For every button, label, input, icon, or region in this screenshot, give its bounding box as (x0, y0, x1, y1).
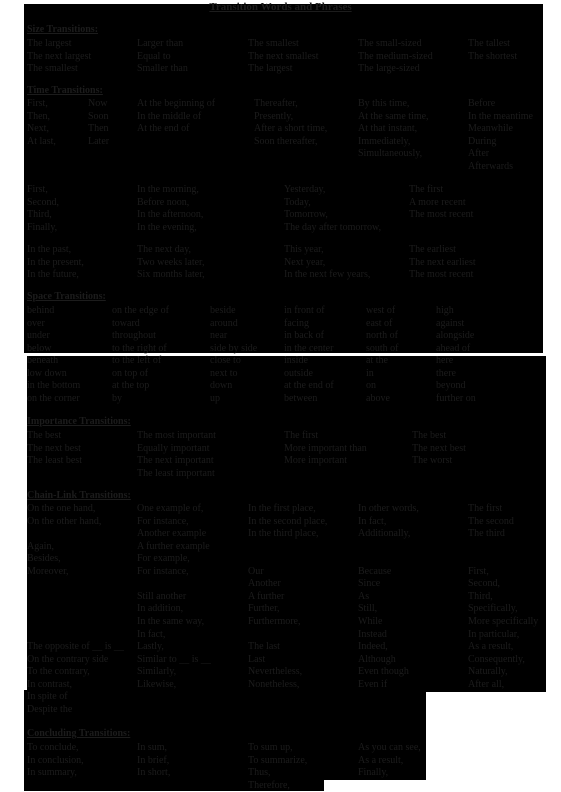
transition-phrase: Therefore, (248, 779, 290, 791)
transition-phrase: on the corner (27, 392, 80, 404)
section-heading: Space Transitions: (27, 291, 106, 302)
transition-phrase: In the third place, (248, 528, 319, 540)
transition-phrase: A more recent (409, 196, 466, 208)
transition-phrase: The last (248, 641, 280, 652)
transition-phrase: Yesterday, (284, 184, 326, 195)
transition-phrase: The shortest (468, 50, 518, 62)
transition-phrase: To sum up, (248, 742, 293, 753)
transition-phrase: Additionally, (358, 528, 411, 540)
transition-phrase: facing (284, 317, 309, 329)
transition-phrase: Tomorrow, (284, 209, 328, 221)
transition-phrase: throughout (112, 330, 156, 342)
transition-phrase: Third, (27, 209, 52, 221)
transition-phrase: Furthermore, (248, 616, 301, 627)
transition-phrase: While (358, 616, 383, 627)
transition-phrase: up (210, 392, 220, 404)
transition-phrase: On the contrary side (27, 653, 109, 665)
transition-phrase: The least best (27, 455, 82, 467)
transition-phrase: A further (248, 590, 285, 602)
transition-phrase: In the first place, (248, 503, 316, 514)
transition-phrase: in front of (284, 305, 325, 316)
transition-phrase: Finally, (27, 221, 58, 233)
transition-phrase: The opposite of __ is __ (27, 641, 124, 652)
transition-phrase: The best (27, 430, 62, 441)
transition-phrase: beyond (436, 380, 466, 392)
transition-phrase: In short, (137, 767, 171, 779)
transition-phrase: Next, (27, 123, 49, 135)
transition-phrase: between (284, 392, 318, 404)
transition-phrase: toward (112, 317, 140, 329)
transition-phrase: By this time, (358, 98, 410, 109)
transition-phrase: north of (366, 330, 398, 342)
transition-phrase: Soon thereafter, (254, 135, 318, 147)
transition-phrase: ahead of (436, 342, 471, 354)
transition-phrase: In fact, (358, 515, 387, 527)
transition-phrase: In summary, (27, 767, 77, 779)
transition-phrase: beside (210, 305, 236, 316)
transition-phrase: Despite the (27, 703, 73, 715)
transition-phrase: The next earliest (409, 256, 476, 268)
transition-phrase: Still another (137, 590, 187, 602)
transition-phrase: First, (27, 184, 48, 195)
transition-phrase: First, (27, 98, 48, 109)
transition-phrase: Thereafter, (254, 98, 298, 109)
transition-phrase: Meanwhile (468, 123, 513, 135)
transition-phrase: To conclude, (27, 742, 79, 753)
transition-phrase: In sum, (137, 742, 167, 753)
transition-phrase: Still, (358, 603, 378, 615)
transition-phrase: After a short time, (254, 123, 328, 135)
transition-phrase: Before (468, 98, 496, 109)
transition-phrase: alongside (436, 330, 475, 342)
transition-phrase: At last, (27, 135, 56, 147)
transition-phrase: The small-sized (358, 38, 422, 49)
transition-phrase: Similarly, (137, 666, 177, 678)
transition-phrase: in the center (284, 342, 334, 354)
transition-phrase: First, (468, 565, 489, 577)
transition-phrase: Instead (358, 628, 387, 640)
transition-phrase: to the right of (112, 342, 167, 354)
transition-phrase: low down (27, 367, 67, 379)
transition-phrase: The smallest (248, 38, 299, 49)
transition-phrase: In fact, (137, 628, 166, 640)
transition-phrase: Next year, (284, 256, 326, 268)
transition-phrase: Even though (358, 666, 409, 678)
transition-phrase: Another example (137, 528, 207, 540)
transition-phrase: More important than (284, 442, 367, 454)
transition-phrase: In the meantime (468, 110, 533, 122)
transition-phrase: Another (248, 578, 281, 590)
transition-phrase: Similar to __ is __ (137, 653, 211, 665)
transition-phrase: on the edge of (112, 305, 169, 316)
transition-phrase: in back of (284, 330, 324, 342)
transition-phrase: down (210, 380, 233, 392)
transition-phrase: outside (284, 367, 313, 379)
transition-phrase: here (436, 355, 454, 367)
transition-phrase: In particular, (468, 628, 520, 640)
transition-phrase: The first (284, 430, 319, 441)
transition-phrase: A further example (137, 540, 210, 552)
transition-phrase: Since (358, 578, 381, 590)
transition-phrase: The largest (248, 63, 293, 75)
transition-phrase: west of (366, 305, 396, 316)
transition-phrase: For instance, (137, 565, 189, 577)
transition-phrase: Smaller than (137, 63, 188, 75)
transition-phrase: Equal to (137, 50, 171, 62)
transition-phrase: above (366, 392, 390, 404)
transition-phrase: In addition, (137, 603, 184, 615)
transition-phrase: In other words, (358, 503, 419, 514)
transition-phrase: east of (366, 317, 393, 329)
transition-phrase: The third (468, 528, 505, 540)
transition-phrase: More specifically (468, 616, 539, 627)
transition-phrase: over (27, 317, 45, 329)
transition-phrase: Third, (468, 590, 493, 602)
transition-phrase: In contrast, (27, 678, 72, 690)
transition-phrase: In the future, (27, 269, 79, 281)
transition-phrase: Six months later, (137, 269, 205, 281)
section-heading: Importance Transitions: (27, 416, 131, 427)
transition-phrase: The largest (27, 38, 72, 49)
transition-phrase: At that instant, (358, 123, 418, 135)
transition-phrase: The next largest (27, 50, 92, 62)
transition-phrase: As (358, 590, 370, 602)
transition-phrase: As a result, (358, 754, 404, 766)
section-heading: Concluding Transitions: (27, 728, 131, 739)
transition-phrase: As a result, (468, 641, 514, 652)
transition-phrase: on top of (112, 367, 149, 379)
transition-phrase: The next best (412, 442, 466, 454)
transition-phrase: In conclusion, (27, 754, 84, 766)
transition-phrase: The worst (412, 455, 453, 467)
transition-phrase: In the same way, (137, 616, 205, 627)
transition-phrase: Soon (88, 110, 109, 122)
transition-phrase: For example, (137, 553, 190, 565)
transition-phrase: below (27, 342, 52, 354)
transition-phrase: Thus, (248, 767, 271, 779)
transition-phrase: Likewise, (137, 678, 177, 690)
transition-phrase: For instance, (137, 515, 189, 527)
transition-phrase: The first (409, 184, 444, 195)
transition-phrase: Two weeks later, (137, 256, 205, 268)
transition-phrase: side by side (210, 342, 258, 354)
transition-phrase: further on (436, 392, 476, 404)
transition-phrase: near (210, 330, 228, 342)
transition-phrase: Nonetheless, (248, 678, 300, 690)
transition-phrase: close to (210, 355, 241, 367)
section-heading: Size Transitions: (27, 24, 99, 35)
transition-phrase: The large-sized (358, 63, 420, 75)
transition-phrase: At the beginning of (137, 98, 216, 109)
transition-phrase: Today, (284, 196, 311, 208)
transition-phrase: Lastly, (137, 641, 164, 652)
transition-phrase: beneath (27, 355, 59, 367)
transition-phrase: Now (88, 98, 108, 109)
transition-phrase: Afterwards (468, 160, 513, 172)
page-title: Transition Words and Phrases (209, 1, 352, 13)
transition-phrase: Immediately, (358, 135, 411, 147)
transition-phrase: After (468, 148, 490, 160)
transition-phrase: Simultaneously, (358, 148, 423, 160)
transition-phrase: The day after tomorrow, (284, 221, 382, 233)
transition-phrase: On the other hand, (27, 515, 102, 527)
transition-phrase: One example of, (137, 503, 204, 514)
transition-phrase: around (210, 317, 238, 329)
transition-phrase: This year, (284, 244, 324, 255)
transition-phrase: at the (366, 355, 388, 367)
transition-phrase: inside (284, 355, 308, 367)
transition-phrase: The tallest (468, 38, 510, 49)
transition-phrase: In brief, (137, 754, 170, 766)
transition-phrase: In the past, (27, 244, 72, 255)
transition-phrase: Naturally, (468, 666, 508, 678)
transition-phrase: Equally important (137, 442, 210, 454)
transition-phrase: The best (412, 430, 447, 441)
transition-phrase: In spite of (27, 691, 68, 703)
transition-phrase: The next smallest (248, 50, 319, 62)
transition-phrase: On the one hand, (27, 503, 96, 514)
transition-phrase: At the same time, (358, 110, 429, 122)
transition-phrase: The most recent (409, 209, 474, 221)
transition-phrase: The smallest (27, 63, 78, 75)
transition-phrase: Presently, (254, 110, 294, 122)
transition-phrase: To summarize, (248, 754, 308, 766)
transition-phrase: under (27, 330, 50, 342)
transition-phrase: Later (88, 135, 110, 147)
transition-phrase: behind (27, 305, 55, 316)
transition-phrase: south of (366, 342, 399, 354)
transition-phrase: next to (210, 367, 238, 379)
section-heading: Chain-Link Transitions: (27, 490, 131, 501)
transition-phrase: After all, (468, 678, 505, 690)
transition-phrase: The medium-sized (358, 50, 433, 62)
transition-phrase: The next day, (137, 244, 192, 255)
transition-phrase: Although (358, 653, 396, 665)
transition-phrase: The most important (137, 430, 216, 441)
transition-phrase: Because (358, 565, 392, 577)
transition-phrase: At the end of (137, 123, 190, 135)
transition-phrase: Moreover, (27, 565, 69, 577)
transition-phrase: Finally, (358, 767, 389, 779)
transition-phrase: at the end of (284, 380, 334, 392)
transition-phrase: To the contrary, (27, 666, 90, 678)
transition-phrase: In the morning, (137, 184, 199, 195)
transition-phrase: at the top (112, 380, 150, 392)
transition-phrase: to the left of (112, 355, 162, 367)
transition-phrase: Larger than (137, 38, 184, 49)
transition-phrase: in (366, 367, 374, 379)
section-heading: Time Transitions: (27, 85, 103, 96)
transition-phrase: More important (284, 455, 348, 467)
transition-phrase: by (112, 392, 122, 404)
transition-phrase: Before noon, (137, 196, 190, 208)
transition-phrase: In the present, (27, 256, 84, 268)
transition-phrase: high (436, 305, 454, 316)
transition-phrase: Then (88, 123, 109, 135)
transition-phrase: Besides, (27, 553, 61, 565)
transition-phrase: against (436, 317, 465, 329)
transition-phrase: on (366, 380, 376, 392)
transition-phrase: there (436, 367, 456, 379)
transition-phrase: In the afternoon, (137, 209, 204, 221)
transition-phrase: The earliest (409, 244, 456, 255)
transition-phrase: Then, (27, 110, 51, 122)
transition-phrase: Nevertheless, (248, 666, 303, 678)
transition-phrase: The next important (137, 455, 214, 467)
transition-phrase: Consequently, (468, 653, 525, 665)
transition-phrase: The first (468, 503, 503, 514)
transition-phrase: In the evening, (137, 221, 197, 233)
transition-phrase: In the next few years, (284, 269, 371, 281)
transition-phrase: Second, (468, 578, 500, 590)
transition-phrase: Last (248, 653, 266, 665)
transition-phrase: The least important (137, 467, 215, 479)
transition-phrase: As you can see, (358, 742, 421, 753)
transition-phrase: Further, (248, 603, 280, 615)
transition-phrase: Specifically, (468, 603, 518, 615)
transition-phrase: The second (468, 515, 514, 527)
transition-phrase: The most recent (409, 269, 474, 281)
transition-phrase: Second, (27, 196, 59, 208)
transition-phrase: In the middle of (137, 110, 202, 122)
transition-phrase: Our (248, 565, 264, 577)
transition-phrase: During (468, 135, 497, 147)
transition-phrase: In the second place, (248, 515, 328, 527)
transition-phrase: The next best (27, 442, 81, 454)
transition-phrase: Indeed, (358, 641, 388, 652)
transition-phrase: Even if (358, 678, 388, 690)
transition-phrase: Again, (27, 540, 54, 552)
transition-phrase: in the bottom (27, 380, 81, 392)
